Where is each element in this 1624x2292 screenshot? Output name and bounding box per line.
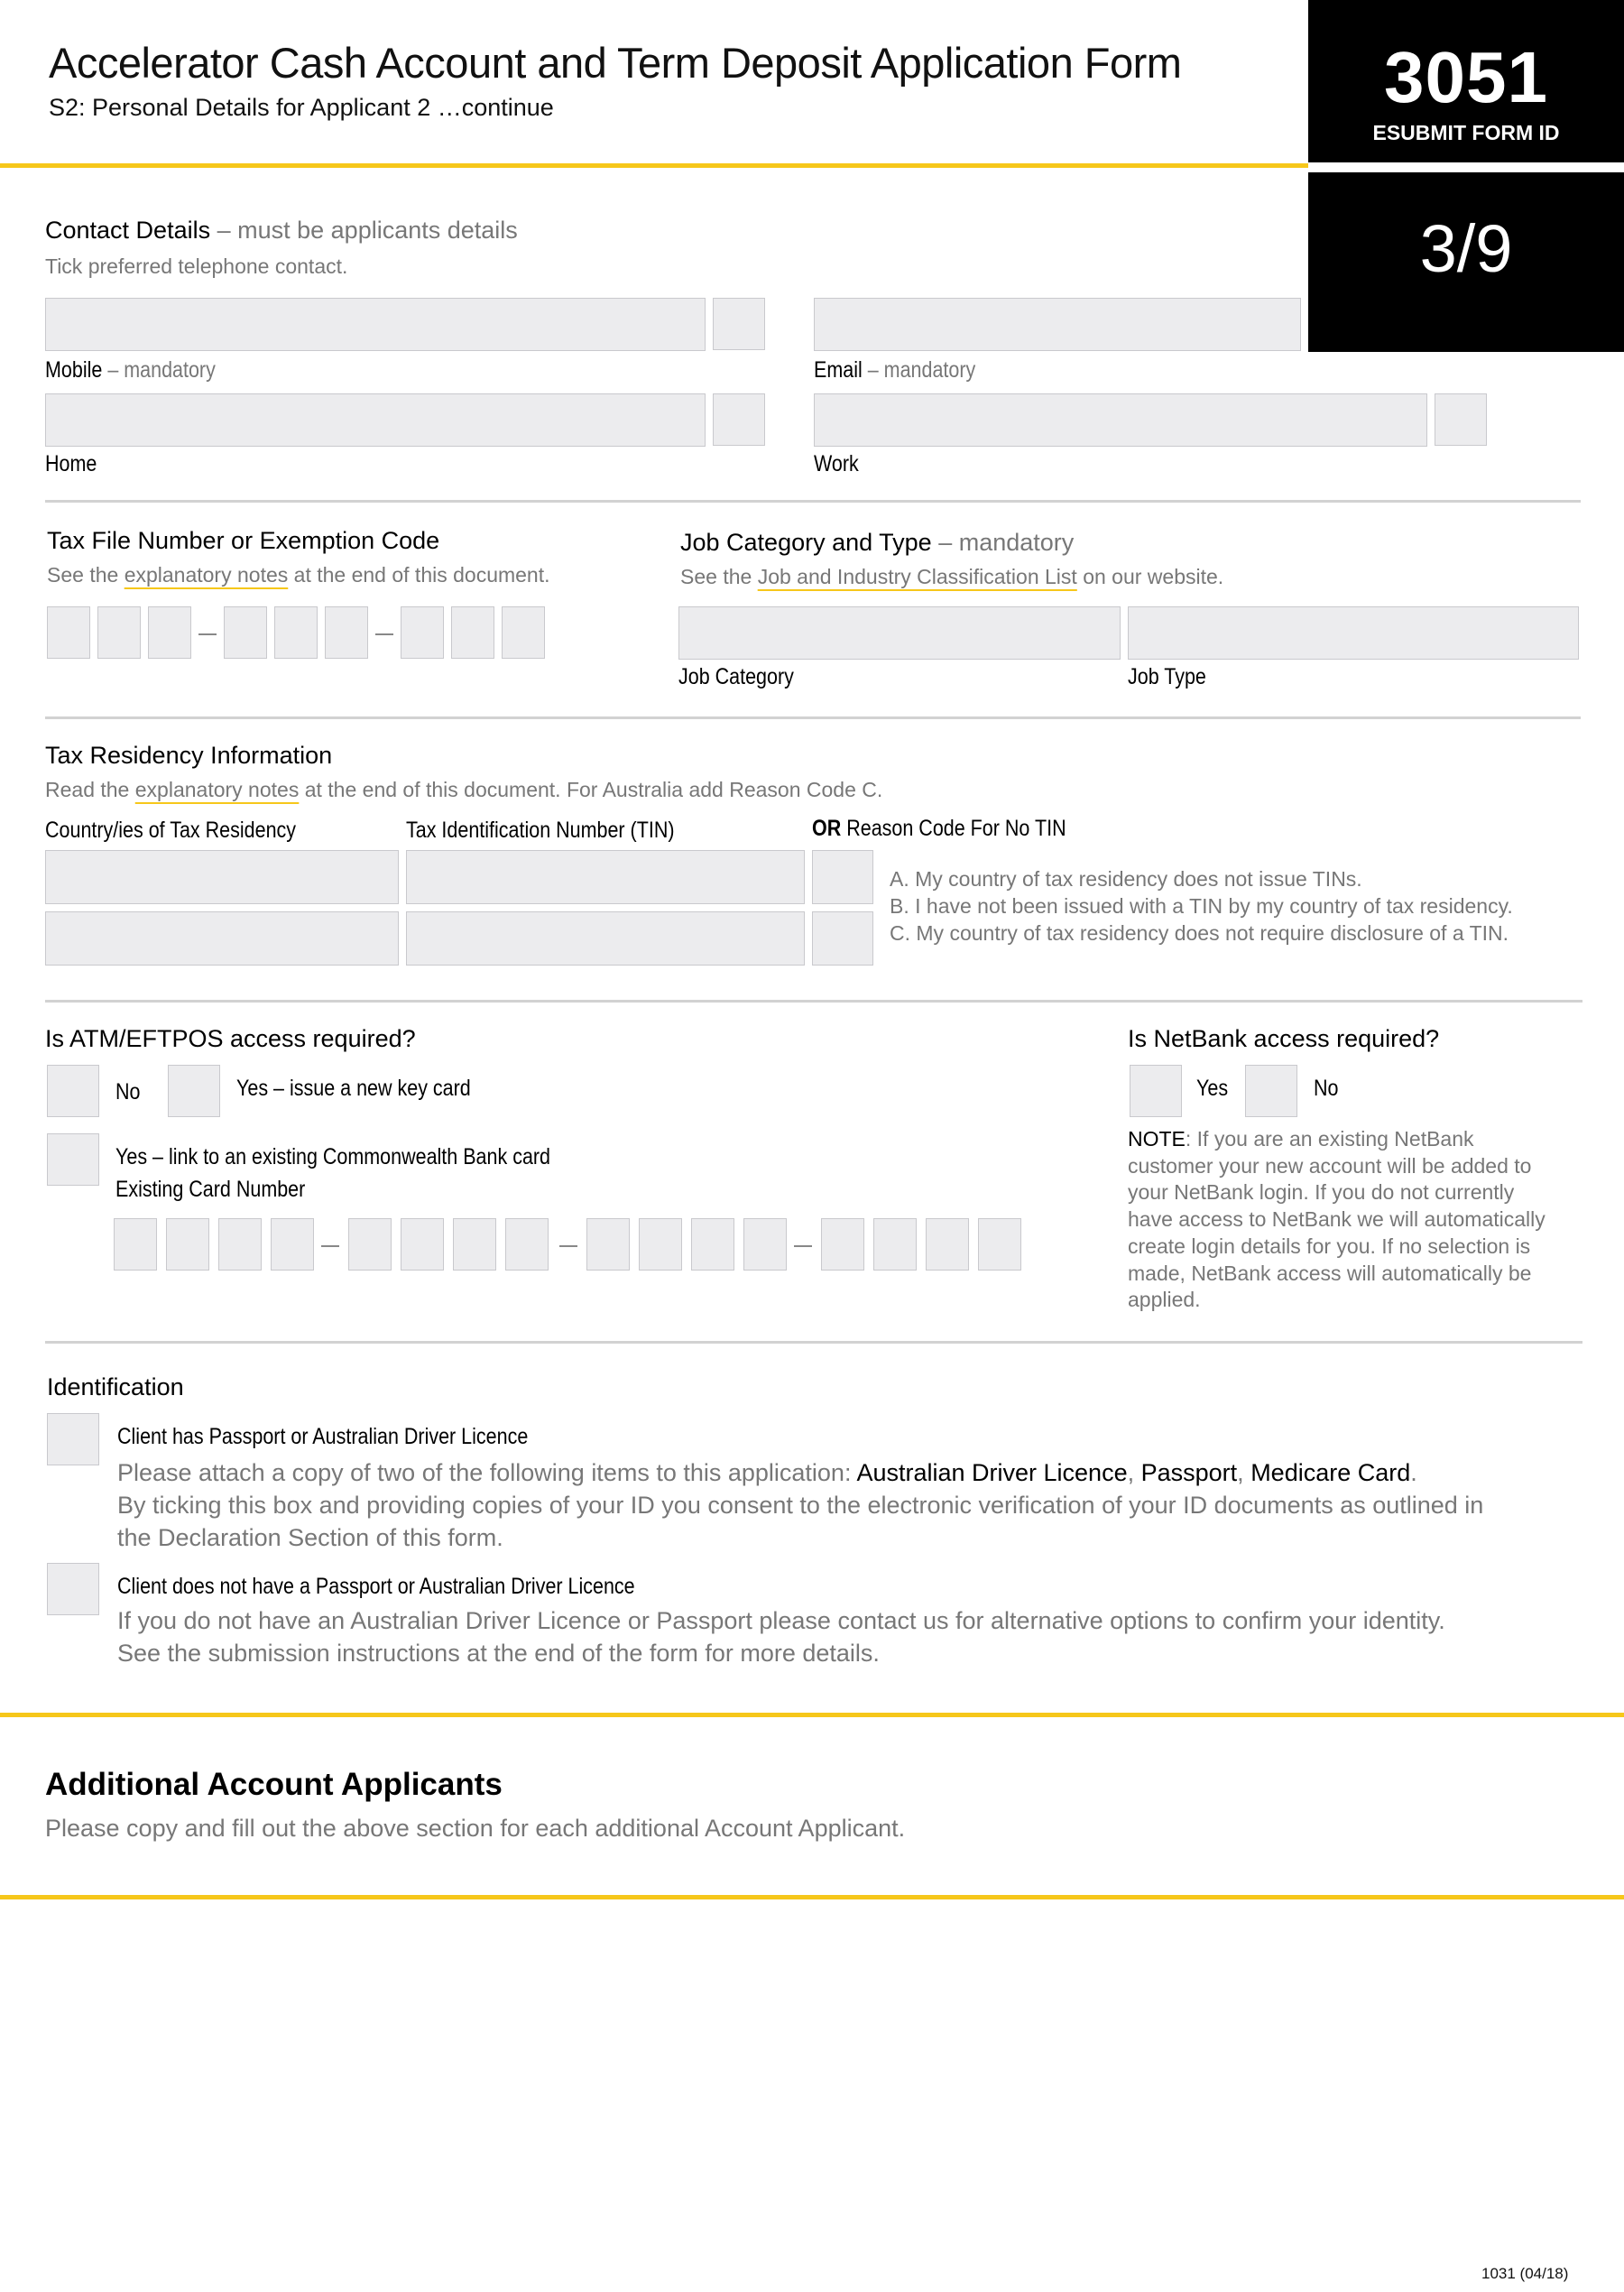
country-column-label: Country/ies of Tax Residency <box>45 818 297 843</box>
card-digit-box[interactable] <box>873 1218 917 1271</box>
card-digit-box[interactable] <box>453 1218 496 1271</box>
card-separator <box>321 1245 339 1247</box>
tax-residency-note: Read the explanatory notes at the end of this document. For Australia add Reason Code C. <box>45 778 883 801</box>
additional-applicants-title: Additional Account Applicants <box>45 1767 503 1802</box>
atm-yes-link-card-label: Yes – link to an existing Commonwealth Bank card <box>115 1144 551 1169</box>
atm-yes-new-card-label: Yes – issue a new key card <box>236 1076 471 1101</box>
footer-code: 1031 (04/18) <box>1481 2265 1569 2282</box>
tfn-note: See the explanatory notes at the end of this document. <box>47 563 550 587</box>
form-id-label: ESUBMIT FORM ID <box>1372 121 1560 144</box>
tfn-digit-box[interactable] <box>401 606 444 659</box>
id-passport-licence-checkbox[interactable] <box>47 1413 99 1465</box>
work-label: Work <box>814 451 859 476</box>
card-digit-box[interactable] <box>586 1218 630 1271</box>
atm-section-title: Is ATM/EFTPOS access required? <box>45 1025 416 1052</box>
email-label: Email – mandatory <box>814 357 976 383</box>
section-divider <box>45 1000 1582 1003</box>
home-label: Home <box>45 451 97 476</box>
job-classification-link[interactable]: Job and Industry Classification List <box>757 565 1077 588</box>
form-id-number: 3051 <box>1384 37 1548 117</box>
mobile-preferred-checkbox[interactable] <box>713 298 765 350</box>
netbank-yes-label: Yes <box>1196 1076 1229 1101</box>
tin-field-1[interactable] <box>406 850 805 904</box>
id-no-passport-instructions: If you do not have an Australian Driver Licence or Passport please contact us for alternative options to confirm your identity. See the submission instructions at the end of the form for more details. <box>117 1607 1445 1667</box>
card-digit-box[interactable] <box>505 1218 549 1271</box>
email-field[interactable] <box>814 298 1301 351</box>
card-digit-box[interactable] <box>978 1218 1021 1271</box>
tfn-separator <box>375 633 393 635</box>
tfn-digit-box[interactable] <box>325 606 368 659</box>
reason-code-field-2[interactable] <box>812 911 873 966</box>
job-category-field[interactable] <box>678 606 1121 660</box>
card-digit-box[interactable] <box>114 1218 157 1271</box>
tax-explanatory-notes-link[interactable]: explanatory notes <box>134 778 300 801</box>
page-indicator-block <box>1308 172 1624 352</box>
form-subtitle: S2: Personal Details for Applicant 2 …continue <box>49 94 554 121</box>
card-digit-box[interactable] <box>743 1218 787 1271</box>
tfn-digit-box[interactable] <box>224 606 267 659</box>
identification-title: Identification <box>47 1373 184 1400</box>
tfn-digit-box[interactable] <box>451 606 494 659</box>
card-digit-box[interactable] <box>401 1218 444 1271</box>
tfn-section-title: Tax File Number or Exemption Code <box>47 527 440 554</box>
header-divider <box>0 163 1308 168</box>
tfn-digit-box[interactable] <box>47 606 90 659</box>
tfn-digit-box[interactable] <box>97 606 141 659</box>
card-digit-box[interactable] <box>166 1218 209 1271</box>
netbank-no-label: No <box>1314 1076 1339 1101</box>
tax-residency-title: Tax Residency Information <box>45 742 333 769</box>
job-section-title: Job Category and Type – mandatory <box>680 529 1075 556</box>
mobile-label: Mobile – mandatory <box>45 357 216 383</box>
home-preferred-checkbox[interactable] <box>713 393 765 446</box>
atm-yes-new-card-checkbox[interactable] <box>168 1065 220 1117</box>
section-divider <box>45 500 1581 503</box>
card-digit-box[interactable] <box>348 1218 392 1271</box>
work-phone-field[interactable] <box>814 393 1427 447</box>
reason-code-b: B. I have not been issued with a TIN by my country of tax residency. <box>890 894 1513 918</box>
reason-code-field-1[interactable] <box>812 850 873 904</box>
netbank-yes-checkbox[interactable] <box>1130 1065 1182 1117</box>
job-type-field[interactable] <box>1128 606 1579 660</box>
additional-applicants-note: Please copy and fill out the above section for each additional Account Applicant. <box>45 1815 906 1842</box>
card-digit-box[interactable] <box>926 1218 969 1271</box>
card-digit-box[interactable] <box>691 1218 734 1271</box>
work-preferred-checkbox[interactable] <box>1435 393 1487 446</box>
netbank-note: NOTE: If you are an existing NetBank customer your new account will be added to your NetBank login. If you do not currently have access to NetBank we will automatically create login details for you. If no selection is made, NetBank access will automatically be applied. <box>1128 1127 1546 1312</box>
mobile-field[interactable] <box>45 298 706 351</box>
section-divider-yellow <box>0 1713 1624 1717</box>
tin-field-2[interactable] <box>406 911 805 966</box>
tfn-separator <box>198 633 217 635</box>
reason-code-column-label: OR Reason Code For No TIN <box>812 816 1066 841</box>
card-digit-box[interactable] <box>639 1218 682 1271</box>
atm-no-label: No <box>115 1079 141 1104</box>
card-separator <box>794 1245 812 1247</box>
id-no-passport-checkbox[interactable] <box>47 1563 99 1615</box>
page-indicator: 3/9 <box>1419 211 1513 286</box>
atm-no-checkbox[interactable] <box>47 1065 99 1117</box>
tfn-explanatory-notes-link[interactable]: explanatory notes <box>124 563 289 587</box>
home-phone-field[interactable] <box>45 393 706 447</box>
tfn-digit-box[interactable] <box>274 606 318 659</box>
card-separator <box>559 1245 577 1247</box>
job-category-label: Job Category <box>678 664 794 689</box>
reason-code-c: C. My country of tax residency does not require disclosure of a TIN. <box>890 921 1509 945</box>
reason-code-a: A. My country of tax residency does not issue TINs. <box>890 867 1362 891</box>
tfn-digit-box[interactable] <box>148 606 191 659</box>
netbank-section-title: Is NetBank access required? <box>1128 1025 1440 1052</box>
job-type-label: Job Type <box>1128 664 1206 689</box>
card-digit-box[interactable] <box>271 1218 314 1271</box>
country-field-2[interactable] <box>45 911 399 966</box>
card-digit-box[interactable] <box>821 1218 864 1271</box>
id-passport-licence-label: Client has Passport or Australian Driver Licence <box>117 1424 529 1449</box>
section-divider-yellow <box>0 1895 1624 1899</box>
tin-column-label: Tax Identification Number (TIN) <box>406 818 675 843</box>
section-divider <box>45 1341 1582 1344</box>
country-field-1[interactable] <box>45 850 399 904</box>
netbank-no-checkbox[interactable] <box>1245 1065 1297 1117</box>
contact-section-title: Contact Details – must be applicants details <box>45 217 518 244</box>
id-no-passport-label: Client does not have a Passport or Australian Driver Licence <box>117 1574 635 1599</box>
form-title: Accelerator Cash Account and Term Deposit Application Form <box>49 39 1182 87</box>
atm-yes-link-card-checkbox[interactable] <box>47 1133 99 1186</box>
existing-card-number-label: Existing Card Number <box>115 1177 306 1202</box>
contact-note: Tick preferred telephone contact. <box>45 254 348 278</box>
form-id-block <box>1308 0 1624 162</box>
job-note: See the Job and Industry Classification List on our website. <box>680 565 1224 588</box>
tfn-digit-box[interactable] <box>502 606 545 659</box>
card-digit-box[interactable] <box>218 1218 262 1271</box>
section-divider <box>45 716 1581 719</box>
id-passport-licence-instructions: Please attach a copy of two of the following items to this application: Australian Driver Licence, Passport, Medicare Card. By ticking this box and providing copies of your ID you consent to the electronic verification of your ID documents as outlined in the Declaration Section of this form. <box>117 1459 1484 1551</box>
